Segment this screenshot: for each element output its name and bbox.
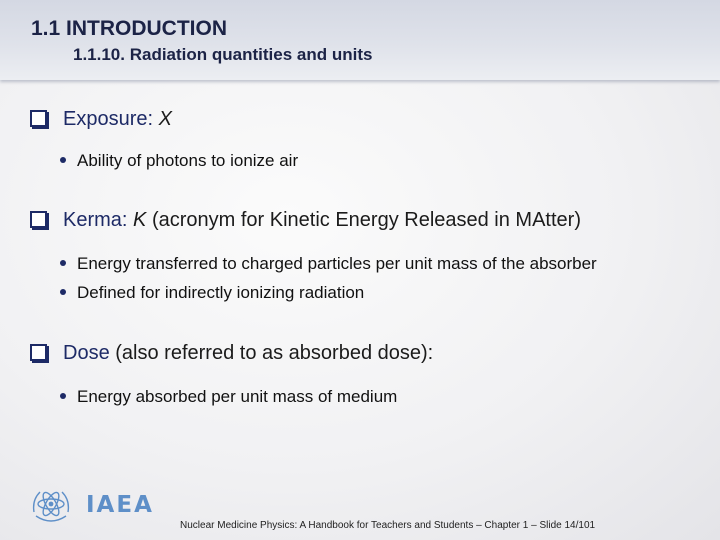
section-heading-dose	[63, 342, 433, 365]
term-label: Exposure:	[63, 108, 154, 130]
list-item: Ability of photons to ionize air	[60, 151, 298, 171]
slide-title: 1.1 INTRODUCTION	[31, 17, 228, 40]
list-item: Defined for indirectly ionizing radiation	[60, 283, 364, 303]
section-heading-kerma	[63, 209, 581, 232]
section-heading-exposure	[63, 108, 172, 131]
bullet-dot-icon	[60, 393, 66, 399]
slide-header	[0, 0, 720, 80]
list-item: Energy transferred to charged particles per unit mass of the absorber	[60, 254, 597, 274]
term-description: (acronym for Kinetic Energy Released in MAtter)	[151, 209, 581, 231]
checkbox-bullet-icon	[30, 211, 47, 228]
term-description: (also referred to as absorbed dose):	[115, 342, 434, 364]
iaea-logo-text: IAEA	[86, 492, 154, 518]
list-item: Energy absorbed per unit mass of medium	[60, 387, 397, 407]
checkbox-bullet-icon	[30, 110, 47, 127]
checkbox-bullet-icon	[30, 344, 47, 361]
bullet-dot-icon	[60, 260, 66, 266]
term-label: Dose	[63, 342, 110, 364]
term-symbol: X	[158, 108, 172, 130]
bullet-dot-icon	[60, 157, 66, 163]
slide-subtitle: 1.1.10. Radiation quantities and units	[73, 45, 373, 64]
bullet-dot-icon	[60, 289, 66, 295]
term-label: Kerma:	[63, 209, 128, 231]
slide-footer: Nuclear Medicine Physics: A Handbook for Teachers and Students – Chapter 1 – Slide 14/101	[180, 520, 596, 531]
term-symbol: K	[133, 209, 147, 231]
